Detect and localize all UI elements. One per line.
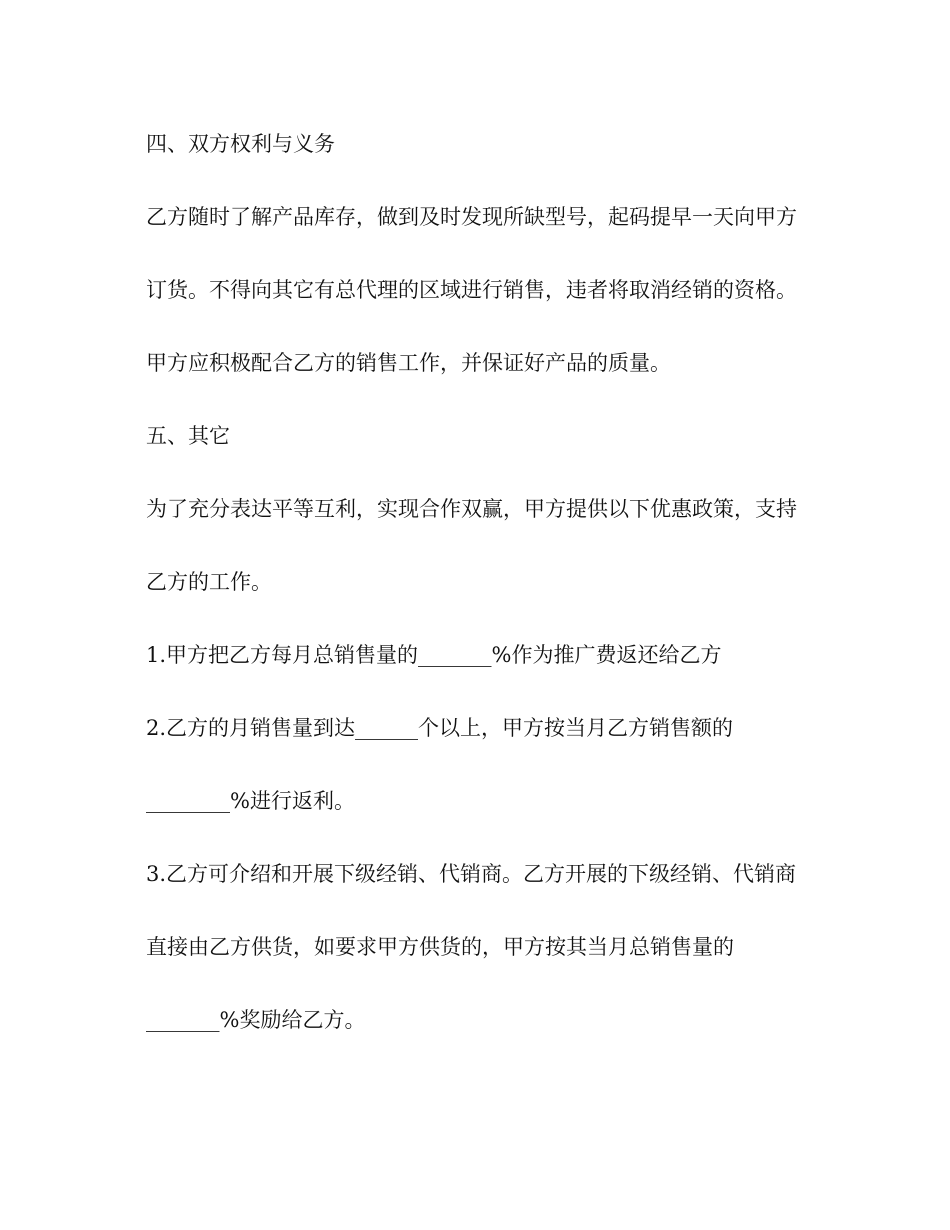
paragraph-policy: 为了充分表达平等互利，实现合作双赢，甲方提供以下优惠政策，支持乙方的工作。	[146, 497, 797, 594]
clause-2: 2.乙方的月销售量到达______个以上，甲方按当月乙方销售额的________%进行返利。	[146, 716, 734, 813]
paragraph-quality: 甲方应积极配合乙方的销售工作，并保证好产品的质量。	[146, 351, 671, 375]
section-heading-rights: 四、双方权利与义务	[146, 132, 335, 156]
clause-1: 1.甲方把乙方每月总销售量的_______%作为推广费返还给乙方	[146, 643, 722, 667]
clause-3: 3.乙方可介绍和开展下级经销、代销商。乙方开展的下级经销、代销商直接由乙方供货，如要求甲方供货的，甲方按其当月总销售量的_______%奖励给乙方。	[146, 862, 797, 1032]
paragraph-inventory: 乙方随时了解产品库存，做到及时发现所缺型号，起码提早一天向甲方订货。不得向其它有总代理的区域进行销售，违者将取消经销的资格。	[146, 205, 797, 302]
section-heading-other: 五、其它	[146, 424, 230, 448]
document-body	[146, 126, 806, 1075]
